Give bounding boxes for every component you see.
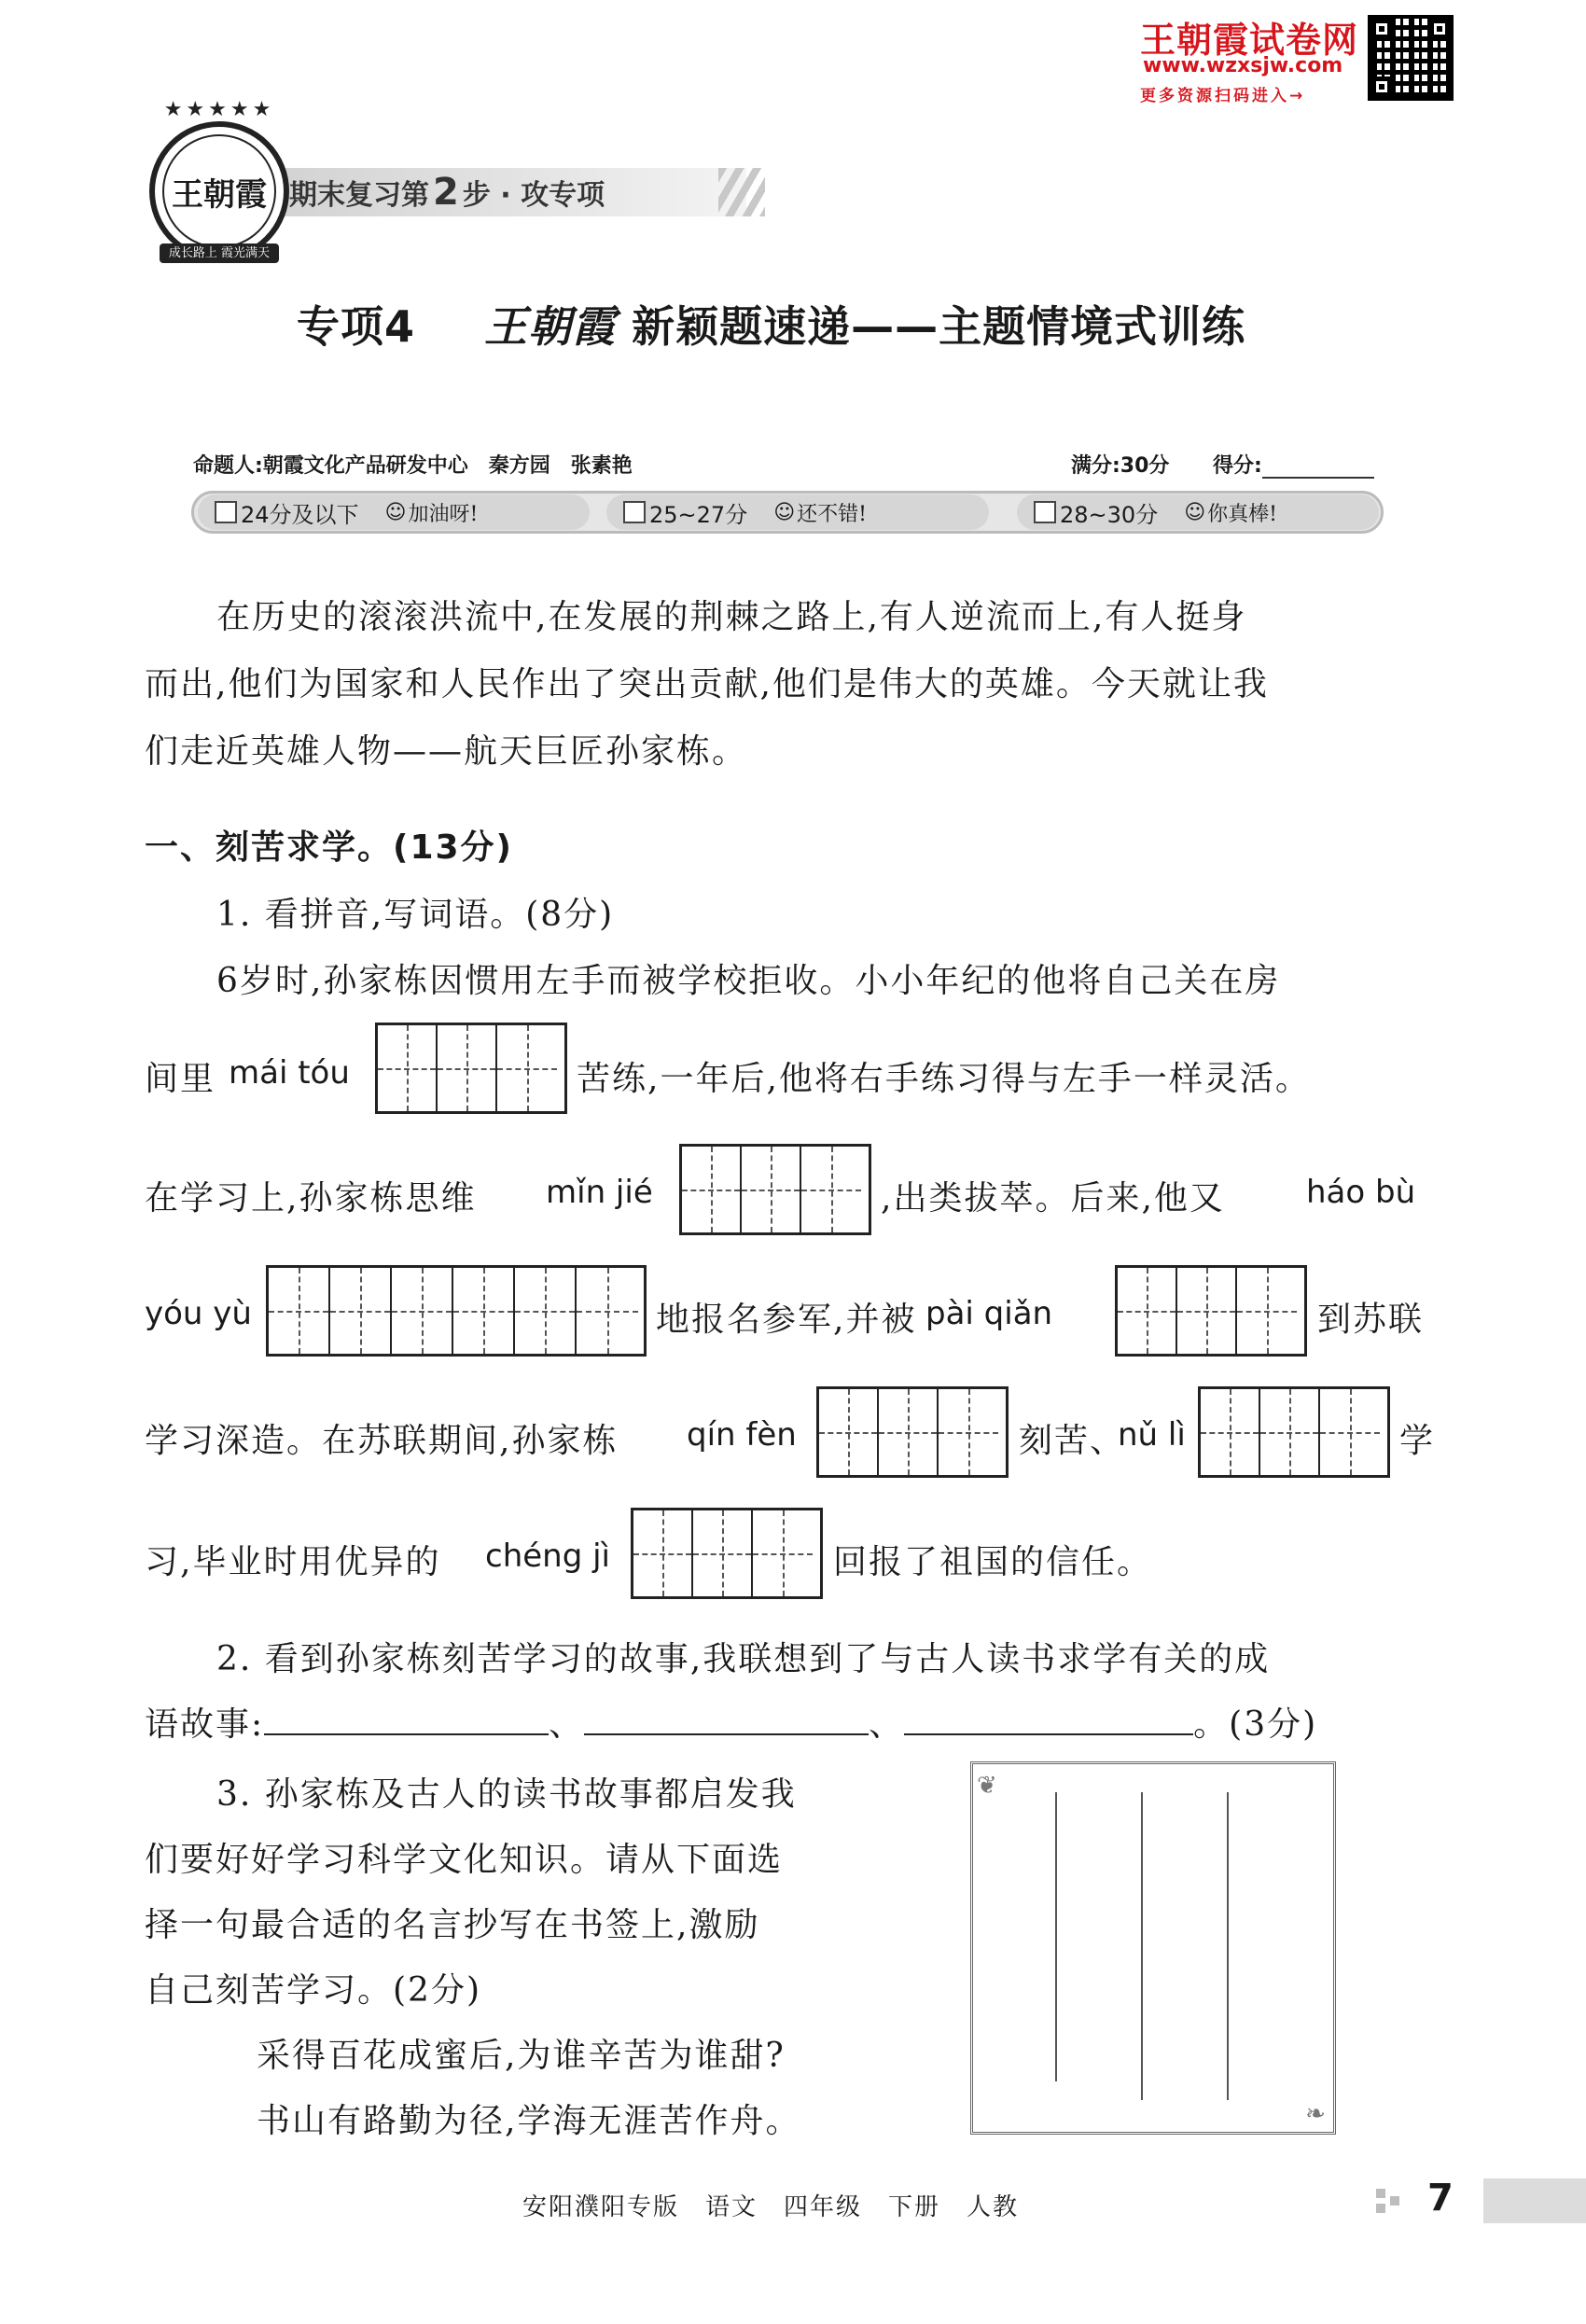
- q1-row5-text-c: 学: [1399, 1422, 1436, 1460]
- bookmark-ornament-icon: ❦: [977, 1772, 997, 1800]
- q1-row2-text-b: 苦练,一年后,他将右手练习得与左手一样灵活。: [577, 1060, 1311, 1098]
- pinyin-minjie: mǐn jié: [546, 1174, 653, 1211]
- score-range: 25~27分: [649, 501, 748, 528]
- intro-line-3: 们走近英雄人物——航天巨匠孙家栋。: [145, 732, 748, 771]
- q1-row2-text-a: 间里: [145, 1060, 216, 1098]
- intro-line-1: 在历史的滚滚洪流中,在发展的荆棘之路上,有人逆流而上,有人挺身: [216, 598, 1247, 636]
- page-title: [297, 293, 1245, 355]
- smiley-icon: ☺: [1184, 500, 1206, 524]
- pinyin-maitou: mái tóu: [229, 1054, 350, 1092]
- step-suffix: 步 · 攻专项: [462, 179, 605, 212]
- q1-row4-text-a: 地报名参军,并被: [656, 1301, 917, 1339]
- q1-row6-text-b: 回报了祖国的信任。: [833, 1543, 1153, 1581]
- stars-icon: ★★★★★: [163, 98, 275, 121]
- q2-prefix: 语故事:: [145, 1705, 265, 1744]
- title-brand: 王朝霞: [484, 301, 617, 352]
- tianzige-minjie[interactable]: [679, 1144, 871, 1235]
- bookmark-ornament-icon: ❧: [1305, 2100, 1326, 2128]
- q1-row6-text-a: 习,毕业时用优异的: [145, 1543, 441, 1581]
- q3-line-2: 们要好好学习科学文化知识。请从下面选: [145, 1841, 784, 1879]
- footer-deco: [1376, 2204, 1385, 2213]
- q1-row4-text-b: 到苏联: [1317, 1301, 1425, 1339]
- seal-ribbon: 成长路上 霞光满天: [160, 244, 279, 263]
- score-range: 24分及以下: [241, 501, 359, 528]
- idiom-blank-3[interactable]: [904, 1705, 1193, 1735]
- pinyin-nuli: nǔ lì: [1118, 1416, 1186, 1454]
- q1-label: 1. 看拼音,写词语。(8分): [216, 896, 615, 934]
- q1-row3-text-a: 在学习上,孙家栋思维: [145, 1179, 477, 1218]
- q3-line-1: 3. 孙家栋及古人的读书故事都启发我: [216, 1775, 797, 1814]
- score-range: 28~30分: [1060, 501, 1159, 528]
- smiley-icon: ☺: [384, 500, 407, 524]
- score-level-2[interactable]: [606, 494, 989, 530]
- qr-code-icon[interactable]: [1368, 15, 1454, 101]
- full-score: 满分:30分: [1071, 454, 1170, 478]
- pinyin-chengji: chéng jì: [485, 1538, 610, 1575]
- q1-row5-text-b: 刻苦、: [1019, 1422, 1126, 1460]
- checkbox[interactable]: [623, 501, 646, 523]
- idiom-blank-1[interactable]: [264, 1705, 549, 1735]
- tianzige-chengji[interactable]: [631, 1508, 823, 1599]
- q1-line-1: 6岁时,孙家栋因惯用左手而被学校拒收。小小年纪的他将自己关在房: [216, 962, 1281, 1000]
- q2-sep-2: 、: [869, 1705, 905, 1744]
- q2-line-1: 2. 看到孙家栋刻苦学习的故事,我联想到了与古人读书求学有关的成: [216, 1640, 1271, 1678]
- quote-2: 书山有路勤为径,学海无涯苦作舟。: [257, 2102, 801, 2140]
- score-cheer: 你真棒!: [1207, 502, 1277, 526]
- tianzige-paiqian[interactable]: [1115, 1265, 1307, 1357]
- authors: 命题人:朝霞文化产品研发中心 秦方园 张素艳: [193, 454, 633, 478]
- brand-name: 王朝霞试卷网: [1140, 20, 1359, 61]
- checkbox[interactable]: [1034, 501, 1056, 523]
- step-number: 2: [433, 171, 459, 214]
- pinyin-haobu: háo bù: [1306, 1174, 1416, 1211]
- seal-text: 王朝霞: [172, 175, 267, 214]
- score-level-3[interactable]: [1017, 494, 1379, 530]
- score-blank[interactable]: [1262, 456, 1374, 479]
- footer-deco: [1376, 2189, 1385, 2198]
- pinyin-qinfen: qín fèn: [687, 1416, 797, 1454]
- title-prefix: 专项4: [297, 301, 416, 352]
- score-level-1[interactable]: [198, 494, 590, 530]
- tianzige-nuli[interactable]: [1198, 1386, 1390, 1478]
- footer-edition: 安阳濮阳专版 语文 四年级 下册 人教: [522, 2193, 1020, 2221]
- q1-row3-text-b: ,出类拔萃。后来,他又: [881, 1179, 1225, 1218]
- q3-line-3: 择一句最合适的名言抄写在书签上,激励: [145, 1906, 760, 1944]
- q2-sep-1: 、: [549, 1705, 585, 1744]
- tianzige-maitou[interactable]: [375, 1023, 567, 1114]
- score-cheer: 还不错!: [797, 502, 867, 526]
- step-banner: [224, 168, 746, 216]
- pinyin-youyu: yóu yù: [145, 1295, 252, 1332]
- score-field[interactable]: [1213, 450, 1374, 479]
- checkbox[interactable]: [215, 501, 237, 523]
- intro-line-2: 而出,他们为国家和人民作出了突出贡献,他们是伟大的英雄。今天就让我: [145, 665, 1269, 703]
- step-prefix: 期末复习第: [289, 179, 429, 212]
- page-number: 7: [1427, 2177, 1454, 2220]
- brand-url[interactable]: www.wzxsjw.com: [1143, 54, 1343, 77]
- score-label: 得分:: [1213, 454, 1262, 478]
- tianzige-haobuyouyu[interactable]: [266, 1265, 647, 1357]
- idiom-blank-2[interactable]: [584, 1705, 869, 1735]
- banner-stripes: [718, 168, 765, 216]
- tianzige-qinfen[interactable]: [816, 1386, 1009, 1478]
- section-1-heading: 一、刻苦求学。(13分): [145, 828, 514, 867]
- footer-deco: [1390, 2196, 1399, 2206]
- bookmark-answer-area[interactable]: [970, 1761, 1336, 2135]
- pinyin-paiqian: pài qiǎn: [925, 1295, 1053, 1332]
- quote-1: 采得百花成蜜后,为谁辛苦为谁甜?: [257, 2037, 786, 2075]
- q2-line-2: [145, 1698, 1317, 1746]
- footer-grey-tab: [1483, 2178, 1586, 2223]
- smiley-icon: ☺: [773, 500, 796, 524]
- seal-logo: [140, 98, 299, 260]
- q3-line-4: 自己刻苦学习。(2分): [145, 1971, 481, 2010]
- q2-end: 。(3分): [1193, 1705, 1318, 1744]
- brand-more-link[interactable]: 更多资源扫码进入→: [1140, 87, 1306, 105]
- title-text: 新颖题速递——主题情境式训练: [632, 301, 1246, 352]
- q1-row5-text-a: 学习深造。在苏联期间,孙家栋: [145, 1422, 619, 1460]
- seal-circle: [149, 121, 289, 261]
- score-cheer: 加油呀!: [408, 502, 479, 526]
